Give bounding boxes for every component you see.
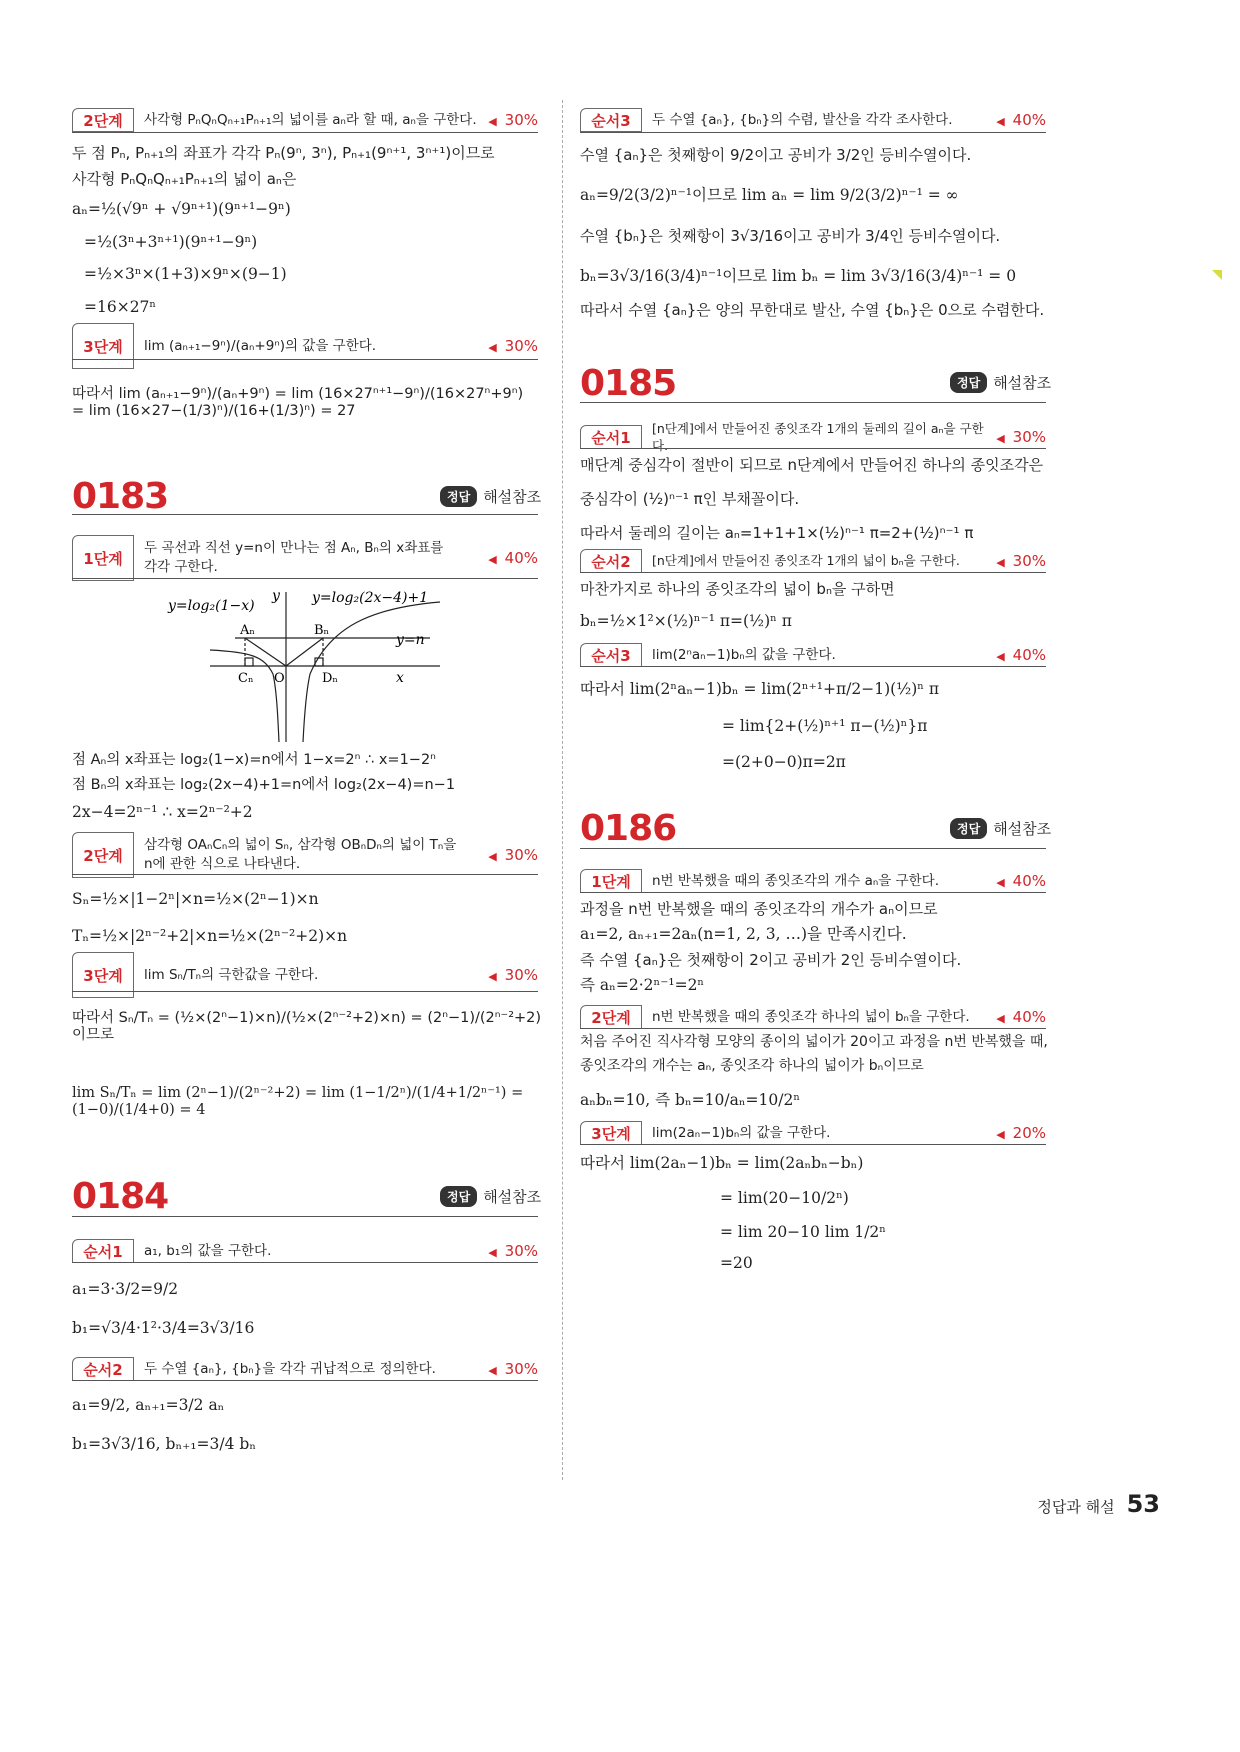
answer-text: 해설참조 xyxy=(993,374,1052,392)
step-description: [n단계]에서 만들어진 종잇조각 1개의 넓이 bₙ을 구한다. xyxy=(652,553,960,569)
step-underline xyxy=(580,1144,1046,1145)
text-line: 처음 주어진 직사각형 모양의 종이의 넓이가 20이고 과정을 n번 반복했을 때, xyxy=(580,1034,1048,1050)
step-badge: 순서2 xyxy=(580,549,642,573)
step-description: n번 반복했을 때의 종잇조각의 개수 aₙ을 구한다. xyxy=(652,872,939,889)
step-1-header xyxy=(72,1238,538,1264)
step-percent: ◀ 30% xyxy=(488,966,538,984)
solution-block-185c xyxy=(580,680,1050,772)
step-3-header xyxy=(72,323,538,369)
solution-block-186a xyxy=(580,900,1050,994)
math-line: lim Sₙ/Tₙ = lim (2ⁿ−1)/(2ⁿ⁻²+2) = lim (1−1/2ⁿ)/(1/4+1/2ⁿ⁻¹) = (1−0)/(1/4+0) = 4 xyxy=(72,1084,524,1119)
step-description: [n단계]에서 만들어진 종잇조각 1개의 둘레의 길이 aₙ을 구한다. xyxy=(652,420,984,453)
label-B: Bₙ xyxy=(314,623,330,638)
step-badge: 순서1 xyxy=(580,425,642,449)
step-percent: ◀ 30% xyxy=(488,337,538,355)
text-line: 따라서 둘레의 길이는 aₙ=1+1+1×(½)ⁿ⁻¹ π=2+(½)ⁿ⁻¹ π xyxy=(580,524,974,542)
solution-block-top-right xyxy=(580,146,1050,319)
step-percent: ◀ 30% xyxy=(996,552,1046,570)
step-description: 두 수열 {aₙ}, {bₙ}을 각각 귀납적으로 정의한다. xyxy=(144,1360,436,1377)
math-line: =16×27ⁿ xyxy=(84,297,157,316)
step-percent: ◀ 40% xyxy=(996,646,1046,664)
answer-text: 해설참조 xyxy=(483,1188,542,1206)
text-line: 점 Aₙ의 x좌표는 log₂(1−x)=n에서 1−x=2ⁿ ∴ x=1−2ⁿ xyxy=(72,752,436,768)
text-line: 과정을 n번 반복했을 때의 종잇조각의 개수가 aₙ이므로 xyxy=(580,900,938,918)
step-description: a₁, b₁의 값을 구한다. xyxy=(144,1242,272,1259)
solution-block-186b xyxy=(580,1034,1050,1109)
step-description: lim(2aₙ−1)bₙ의 값을 구한다. xyxy=(652,1124,831,1141)
answer-reference xyxy=(950,372,1051,393)
step-badge: 3단계 xyxy=(580,1121,642,1145)
step-badge: 순서3 xyxy=(580,643,642,667)
log-curves-graph xyxy=(160,582,460,747)
label-curve-left: y=log₂(1−x) xyxy=(168,598,255,614)
math-line: = lim{2+(½)ⁿ⁺¹ π−(½)ⁿ}π xyxy=(722,716,928,735)
step-description: n번 반복했을 때의 종잇조각 하나의 넓이 bₙ을 구한다. xyxy=(652,1008,970,1025)
step-3-header xyxy=(580,107,1046,133)
step-underline xyxy=(72,1262,538,1263)
right-angle-C xyxy=(245,658,253,666)
solution-block-185b xyxy=(580,580,1050,631)
step-underline xyxy=(72,991,538,992)
page-corner-marker xyxy=(1202,270,1222,280)
step-percent: ◀ 40% xyxy=(488,549,538,567)
step-badge: 3단계 xyxy=(72,952,134,998)
math-line: Tₙ=½×|2ⁿ⁻²+2|×n=½×(2ⁿ⁻²+2)×n xyxy=(72,926,348,945)
text-line: 수열 {aₙ}은 첫째항이 9/2이고 공비가 3/2인 등비수열이다. xyxy=(580,146,972,164)
solution-block-183c xyxy=(72,1010,542,1120)
text-line: 사각형 PₙQₙQₙ₊₁Pₙ₊₁의 넓이 aₙ은 xyxy=(72,170,297,188)
step-description: 사각형 PₙQₙQₙ₊₁Pₙ₊₁의 넓이를 aₙ라 할 때, aₙ을 구한다. xyxy=(144,111,477,128)
step-underline xyxy=(580,666,1046,667)
step-3-header xyxy=(580,642,1046,668)
step-underline xyxy=(580,572,1046,573)
label-line: y=n xyxy=(396,632,425,648)
step-1-header xyxy=(72,535,538,581)
solution-block-185a xyxy=(580,456,1050,542)
step-badge: 2단계 xyxy=(72,108,134,132)
solution-block-top xyxy=(72,142,542,316)
label-O: O xyxy=(274,671,285,686)
answer-text: 해설참조 xyxy=(483,488,542,506)
step-percent: ◀ 30% xyxy=(488,1242,538,1260)
step-badge: 순서2 xyxy=(72,1357,134,1381)
step-description: 두 곡선과 직선 y=n이 만나는 점 Aₙ, Bₙ의 x좌표를 각각 구한다. xyxy=(144,540,444,575)
step-percent: ◀ 40% xyxy=(996,872,1046,890)
text-line: 마찬가지로 하나의 종잇조각의 넓이 bₙ을 구하면 xyxy=(580,580,895,598)
math-line: aₙ=½(√9ⁿ + √9ⁿ⁺¹)(9ⁿ⁺¹−9ⁿ) xyxy=(72,200,291,218)
step-2-header xyxy=(72,1356,538,1382)
math-line: =20 xyxy=(720,1253,753,1272)
footer-text: 정답과 해설 xyxy=(1037,1498,1115,1516)
text-line: 두 점 Pₙ, Pₙ₊₁의 좌표가 각각 Pₙ(9ⁿ, 3ⁿ), Pₙ₊₁(9ⁿ⁺¹, 3ⁿ⁺¹)이므로 xyxy=(72,144,495,162)
text-line: 즉 수열 {aₙ}은 첫째항이 2이고 공비가 2인 등비수열이다. xyxy=(580,950,962,969)
step-2-header xyxy=(580,548,1046,574)
problem-rule xyxy=(580,402,1046,403)
step-2-header xyxy=(72,107,538,133)
step-badge: 순서1 xyxy=(72,1239,134,1263)
answer-text: 해설참조 xyxy=(993,820,1052,838)
step-description: lim(2ⁿaₙ−1)bₙ의 값을 구한다. xyxy=(652,646,836,663)
step-3-header xyxy=(580,1120,1046,1146)
math-line: a₁=9/2, aₙ₊₁=3/2 aₙ xyxy=(72,1396,225,1414)
step-description: 삼각형 OAₙCₙ의 넓이 Sₙ, 삼각형 OBₙDₙ의 넓이 Tₙ을 n에 관한 식으로 나타낸다. xyxy=(144,837,457,872)
answer-reference xyxy=(440,486,541,507)
step-1-header xyxy=(580,868,1046,894)
solution-block-186c xyxy=(580,1154,1050,1272)
step-percent: ◀ 30% xyxy=(488,111,538,129)
solution-block-183b xyxy=(72,884,542,945)
label-D: Dₙ xyxy=(322,671,339,686)
step-underline xyxy=(580,892,1046,893)
step-underline xyxy=(72,874,538,875)
answer-badge: 정답 xyxy=(950,372,987,393)
math-line: bₙ=½×1²×(½)ⁿ⁻¹ π=(½)ⁿ π xyxy=(580,612,792,630)
math-line: aₙ=9/2(3/2)ⁿ⁻¹이므로 lim aₙ = lim 9/2(3/2)ⁿ⁻¹ = ∞ xyxy=(580,186,959,204)
step-percent: ◀ 30% xyxy=(488,846,538,864)
label-y: y xyxy=(272,588,280,604)
step-description: lim Sₙ/Tₙ의 극한값을 구한다. xyxy=(144,966,319,983)
step-percent: ◀ 20% xyxy=(996,1124,1046,1142)
step-percent: ◀ 40% xyxy=(996,1008,1046,1026)
text-line: 중심각이 (½)ⁿ⁻¹ π인 부채꼴이다. xyxy=(580,490,800,508)
step-2-header xyxy=(580,1004,1046,1030)
step-underline xyxy=(72,132,538,133)
answer-badge: 정답 xyxy=(950,818,987,839)
problem-rule xyxy=(72,1216,538,1217)
answer-reference xyxy=(440,1186,541,1207)
label-x: x xyxy=(396,670,404,686)
math-line: =(2+0−0)π=2π xyxy=(722,753,846,772)
problem-number: 0183 xyxy=(72,476,169,517)
math-line: b₁=√3/4·1²·3/4=3√3/16 xyxy=(72,1318,255,1337)
math-line: 따라서 lim(2aₙ−1)bₙ = lim(2aₙbₙ−bₙ) xyxy=(580,1154,864,1172)
step-description: lim (aₙ₊₁−9ⁿ)/(aₙ+9ⁿ)의 값을 구한다. xyxy=(144,337,377,354)
problem-number: 0185 xyxy=(580,363,677,404)
step-underline xyxy=(580,132,1046,133)
step-underline xyxy=(580,448,1046,449)
label-C: Cₙ xyxy=(238,671,254,686)
text-line: 수열 {bₙ}은 첫째항이 3√3/16이고 공비가 3/4인 등비수열이다. xyxy=(580,226,1001,245)
result-line: 따라서 lim (aₙ₊₁−9ⁿ)/(aₙ+9ⁿ) = lim (16×27ⁿ⁺¹−9ⁿ)/(16×27ⁿ+9ⁿ) = lim (16×27−(1/3)ⁿ)/(16+(1/3)ⁿ) = 27 xyxy=(72,386,524,420)
step-badge: 1단계 xyxy=(72,535,134,581)
step-badge: 순서3 xyxy=(580,108,642,132)
page-footer xyxy=(1037,1490,1160,1518)
solution-block-183a xyxy=(72,752,542,821)
math-line: = lim 20−10 lim 1/2ⁿ xyxy=(720,1223,887,1242)
segment-OA xyxy=(245,638,286,666)
math-line: 2x−4=2ⁿ⁻¹ ∴ x=2ⁿ⁻²+2 xyxy=(72,802,253,821)
solution-block-184b xyxy=(72,1396,542,1453)
problem-rule xyxy=(580,848,1046,849)
answer-badge: 정답 xyxy=(440,486,477,507)
step-2-header xyxy=(72,832,538,878)
math-line: = lim(20−10/2ⁿ) xyxy=(720,1188,849,1207)
step-underline xyxy=(72,578,538,579)
text-line: 따라서 수열 {aₙ}은 양의 무한대로 발산, 수열 {bₙ}은 0으로 수렴한다. xyxy=(580,301,1045,320)
label-A: Aₙ xyxy=(240,623,256,638)
problem-rule xyxy=(72,514,538,515)
step-badge: 2단계 xyxy=(580,1005,642,1029)
math-line: =½(3ⁿ+3ⁿ⁺¹)(9ⁿ⁺¹−9ⁿ) xyxy=(84,232,258,251)
problem-number: 0184 xyxy=(72,1176,169,1217)
step-percent: ◀ 40% xyxy=(996,111,1046,129)
answer-badge: 정답 xyxy=(440,1186,477,1207)
math-line: Sₙ=½×|1−2ⁿ|×n=½×(2ⁿ−1)×n xyxy=(72,890,319,908)
step-badge: 3단계 xyxy=(72,323,134,369)
label-curve-right: y=log₂(2x−4)+1 xyxy=(312,590,429,606)
solution-block-184a xyxy=(72,1280,542,1337)
math-line: bₙ=3√3/16(3/4)ⁿ⁻¹이므로 lim bₙ = lim 3√3/16(3/4)ⁿ⁻¹ = 0 xyxy=(580,266,1017,285)
page-number: 53 xyxy=(1126,1490,1160,1518)
math-line: 따라서 lim(2ⁿaₙ−1)bₙ = lim(2ⁿ⁺¹+π/2−1)(½)ⁿ π xyxy=(580,680,940,698)
math-line: a₁=2, aₙ₊₁=2aₙ(n=1, 2, 3, …)을 만족시킨다. xyxy=(580,925,907,943)
math-line: 따라서 Sₙ/Tₙ = (½×(2ⁿ−1)×n)/(½×(2ⁿ⁻²+2)×n) = (2ⁿ−1)/(2ⁿ⁻²+2) 이므로 xyxy=(72,1010,542,1044)
column-divider xyxy=(562,100,563,1480)
step-underline xyxy=(580,1028,1046,1029)
text-line: 종잇조각의 개수는 aₙ, 종잇조각 하나의 넓이가 bₙ이므로 xyxy=(580,1057,924,1074)
text-line: 매단계 중심각이 절반이 되므로 n단계에서 만들어진 하나의 종잇조각은 xyxy=(580,456,1044,474)
problem-number: 0186 xyxy=(580,808,677,849)
math-line: =½×3ⁿ×(1+3)×9ⁿ×(9−1) xyxy=(84,265,287,284)
step-badge: 2단계 xyxy=(72,832,134,878)
step-percent: ◀ 30% xyxy=(488,1360,538,1378)
step-underline xyxy=(72,1380,538,1381)
step-badge: 1단계 xyxy=(580,869,642,893)
step-underline xyxy=(72,359,538,360)
math-line: 즉 aₙ=2·2ⁿ⁻¹=2ⁿ xyxy=(580,975,705,994)
math-line: b₁=3√3/16, bₙ₊₁=3/4 bₙ xyxy=(72,1434,257,1453)
step-percent: ◀ 30% xyxy=(996,428,1046,446)
step-description: 두 수열 {aₙ}, {bₙ}의 수렴, 발산을 각각 조사한다. xyxy=(652,111,953,128)
segment-OB xyxy=(286,638,323,666)
text-line: 점 Bₙ의 x좌표는 log₂(2x−4)+1=n에서 log₂(2x−4)=n−1 xyxy=(72,777,456,794)
math-line: a₁=3·3/2=9/2 xyxy=(72,1280,179,1298)
math-line: aₙbₙ=10, 즉 bₙ=10/aₙ=10/2ⁿ xyxy=(580,1090,801,1109)
answer-reference xyxy=(950,818,1051,839)
step-1-header xyxy=(580,420,1046,453)
